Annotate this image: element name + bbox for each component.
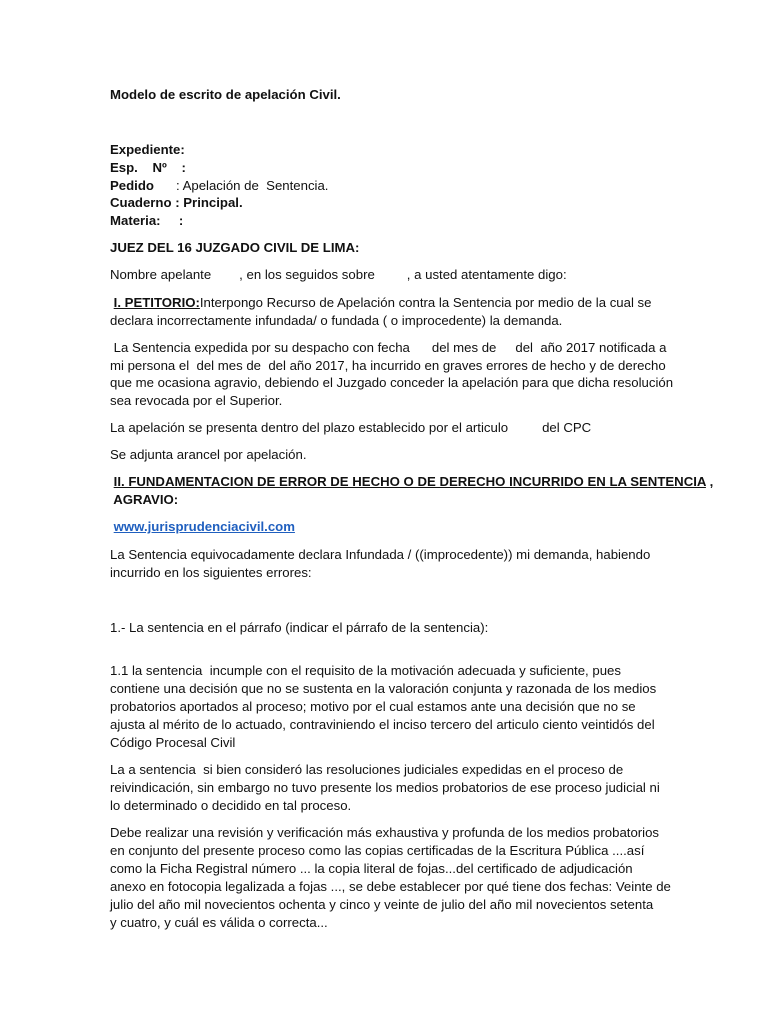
field-expediente: Expediente: [110,142,185,157]
intro-part-a: Nombre apelante [110,267,212,282]
plazo-part-a: La apelación se presenta dentro del plazo establecido por el articulo [110,420,509,435]
agravio-label: AGRAVIO: [113,492,179,507]
field-pedido-label: Pedido [110,178,154,193]
sentencia-part-c: del año 2017 notificada a [515,340,667,355]
declara-line-1: La Sentencia equivocadamente declara Infundada / ((improcedente)) mi demanda, habiendo [110,547,651,562]
addressee: JUEZ DEL 16 JUZGADO CIVIL DE LIMA: [110,240,360,255]
field-pedido-value: : Apelación de Sentencia. [175,178,329,193]
sentencia-part-b: del mes de [431,340,497,355]
plazo-line [110,419,591,438]
declara-line-2: incurrido en los siguientes errores: [110,565,312,580]
sentencia-part-a: La Sentencia expedida por su despacho con fecha [110,340,410,355]
field-esp: Esp. Nº : [110,160,186,175]
field-pedido [110,177,328,196]
reivindicacion-line-3: lo determinado o decidido en tal proceso. [110,798,352,813]
petitorio-text-1: Interpongo Recurso de Apelación contra la Sentencia por medio de la cual se [199,295,652,310]
reivindicacion-line-1: La a sentencia si bien consideró las resoluciones judiciales expedidas en el proceso de [110,762,624,777]
petitorio-line-2: declara incorrectamente infundada/ o fundada ( o improcedente) la demanda. [110,313,563,328]
document-title: Modelo de escrito de apelación Civil. [110,87,341,102]
field-cuaderno: Cuaderno : Principal. [110,195,243,210]
intro-line [110,266,567,285]
fundamentacion-line-2 [110,491,178,510]
field-materia: Materia: : [110,213,184,228]
sentencia-line-1 [110,339,666,358]
point-1: 1.- La sentencia en el párrafo (indicar el párrafo de la sentencia): [110,620,489,635]
point11-line-2: contiene una decisión que no se sustenta en la valoración conjunta y razonada de los medios [110,681,657,696]
intro-part-c: , a usted atentamente digo: [406,267,567,282]
point11-line-5: Código Procesal Civil [110,735,236,750]
website-line [110,518,295,537]
point11-line-1: 1.1 la sentencia incumple con el requisito de la motivación adecuada y suficiente, pues [110,663,621,678]
revision-line-6: y cuatro, y cuál es válida o correcta... [110,915,328,930]
point11-line-4: ajusta al mérito de lo actuado, contraviniendo el inciso tercero del articulo ciento veintidós del [110,717,655,732]
reivindicacion-line-2: reivindicación, sin embargo no tuvo presente los medios probatorios de ese proceso judicial ni [110,780,660,795]
revision-line-4: anexo en fotocopia legalizada a fojas ..., se debe establecer por qué tiene dos fechas: Veinte de [110,879,671,894]
fundamentacion-line-1 [110,473,713,492]
arancel-line: Se adjunta arancel por apelación. [110,447,307,462]
fundamentacion-tail: , [705,474,714,489]
sentencia-line-4: sea revocada por el Superior. [110,393,283,408]
revision-line-1: Debe realizar una revisión y verificación más exhaustiva y profunda de los medios probatorios [110,825,660,840]
plazo-part-b: del CPC [542,420,592,435]
sentencia-line-3: que me ocasiona agravio, debiendo el Juzgado conceder la apelación para que dicha resolución [110,375,674,390]
petitorio-line-1 [110,294,652,313]
intro-part-b: , en los seguidos sobre [239,267,375,282]
petitorio-heading: I. PETITORIO: [113,295,200,310]
revision-line-2: en conjunto del presente proceso como las copias certificadas de la Escritura Pública ....así [110,843,645,858]
fundamentacion-heading: II. FUNDAMENTACION DE ERROR DE HECHO O DE DERECHO INCURRIDO EN LA SENTENCIA [113,474,706,489]
revision-line-3: como la Ficha Registral número ... la copia literal de fojas...del certificado de adjudicación [110,861,633,876]
revision-line-5: julio del año mil novecientos ochenta y cinco y veinte de julio del año mil novecientos setenta [110,897,654,912]
website-link[interactable]: www.jurisprudenciacivil.com [113,519,295,534]
point11-line-3: probatorios aportados al proceso; motivo por el cual estamos ante una decisión que no se [110,699,636,714]
sentencia-line-2: mi persona el del mes de del año 2017, ha incurrido en graves errores de hecho y de derecho [110,358,666,373]
